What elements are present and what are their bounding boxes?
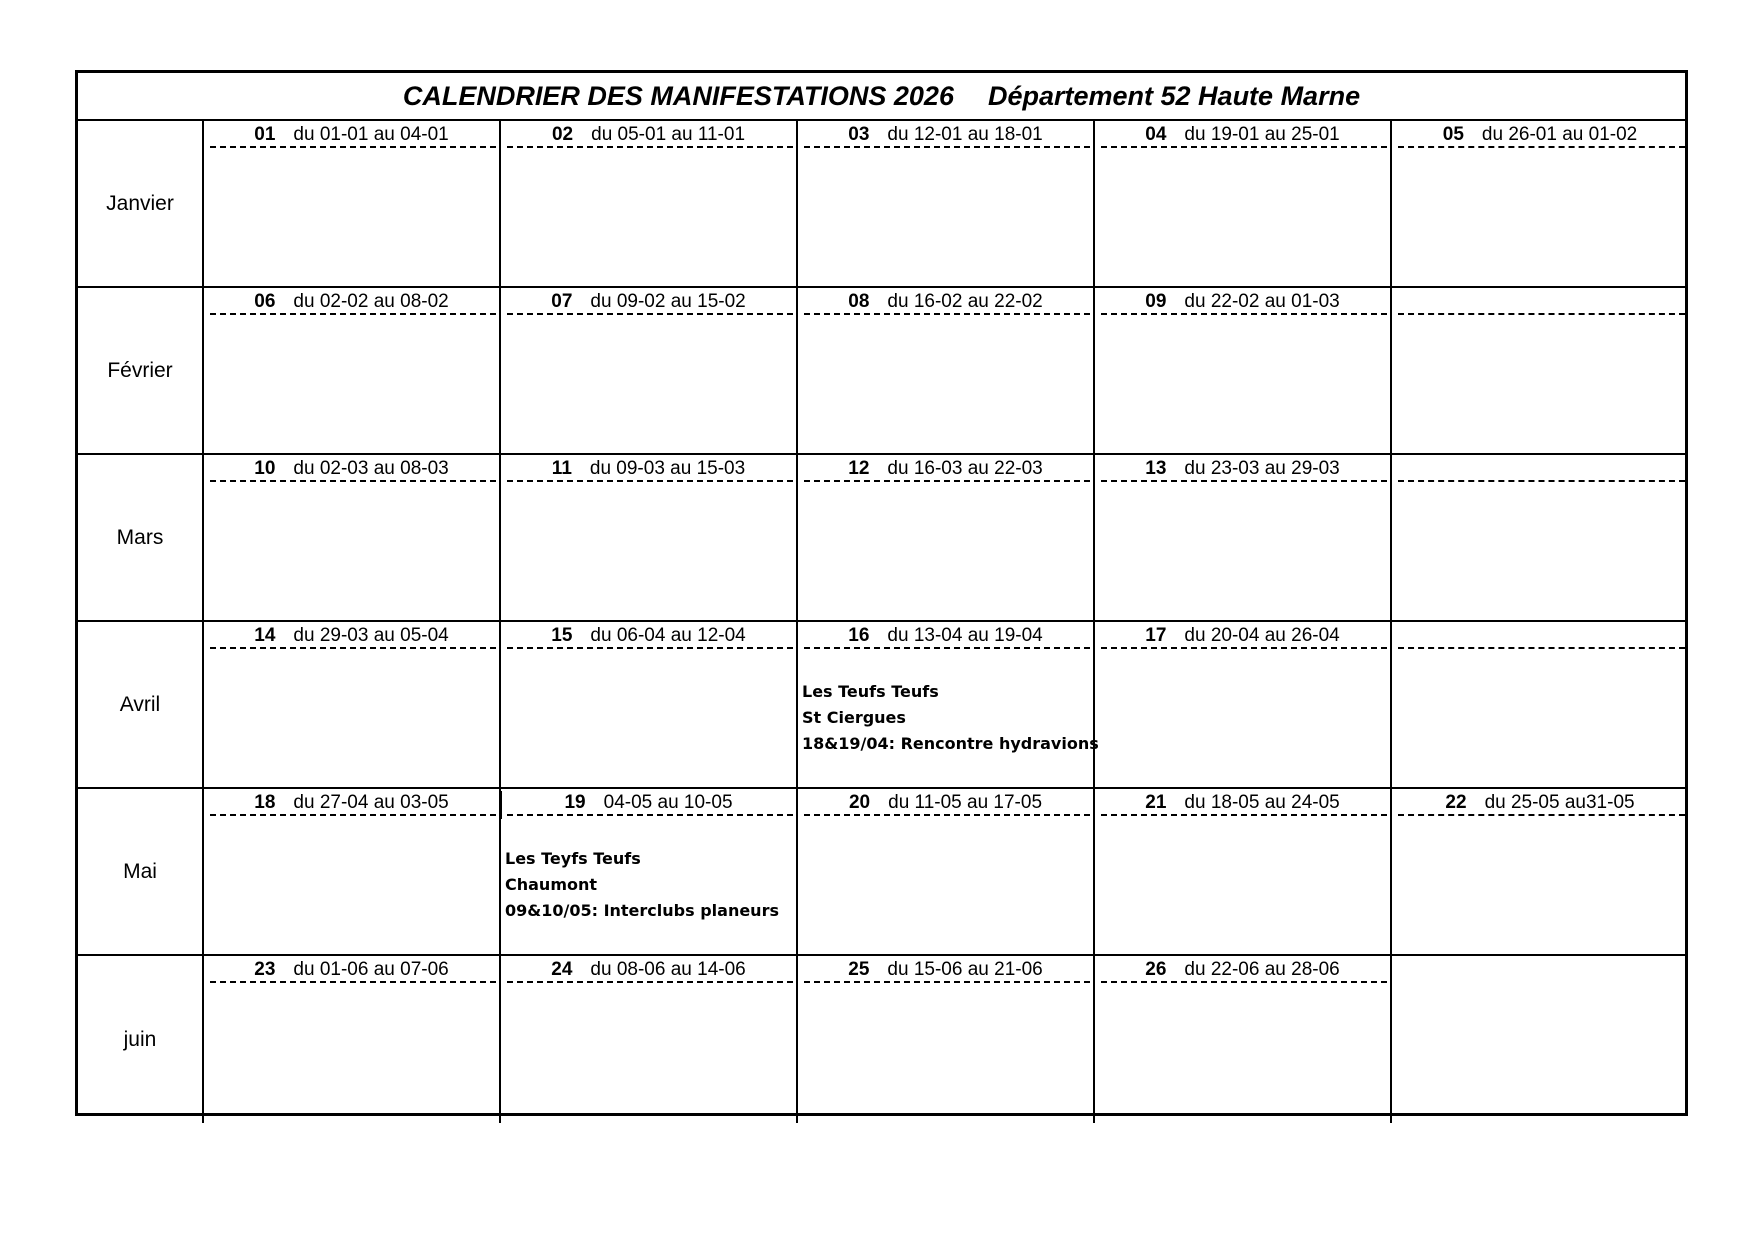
dashed-divider [1101, 647, 1387, 649]
dashed-divider [210, 814, 496, 816]
week-header [798, 959, 1093, 981]
month-row-avril [78, 622, 1685, 789]
week-range: du 02-03 au 08-03 [293, 458, 449, 479]
week-range: du 16-03 au 22-03 [887, 458, 1043, 479]
week-number: 06 [254, 291, 276, 312]
week-range: du 09-03 au 15-03 [589, 458, 746, 479]
week-header [1095, 792, 1390, 814]
month-row-fevrier [78, 288, 1685, 455]
title-department: Département 52 Haute Marne [987, 81, 1361, 111]
dashed-divider [804, 313, 1090, 315]
week-header [1095, 625, 1390, 647]
event-description: 09&10/05: Interclubs planeurs [505, 901, 779, 920]
month-row-mai [78, 789, 1685, 956]
week-cell [798, 288, 1095, 453]
dashed-divider [1398, 647, 1685, 649]
week-header [204, 959, 499, 981]
week-cell [1095, 622, 1392, 787]
dashed-divider [804, 814, 1090, 816]
week-range: du 20-04 au 26-04 [1184, 625, 1340, 646]
week-cell [204, 789, 501, 954]
week-cell [1095, 288, 1392, 453]
week-range: du 06-04 au 12-04 [590, 625, 746, 646]
week-cell [501, 622, 798, 787]
week-number: 01 [254, 124, 276, 145]
dashed-divider [507, 146, 793, 148]
week-number: 13 [1145, 458, 1167, 479]
event-club: Les Teufs Teufs [802, 682, 939, 701]
week-number: 03 [848, 124, 870, 145]
week-header [798, 625, 1093, 647]
week-number: 05 [1442, 124, 1464, 145]
week-range: du 22-06 au 28-06 [1184, 959, 1340, 980]
week-number: 26 [1145, 959, 1167, 980]
week-number: 16 [848, 625, 870, 646]
week-header [204, 458, 499, 480]
month-label: Janvier [78, 121, 204, 286]
week-number: 23 [254, 959, 276, 980]
page-title [78, 73, 1685, 121]
week-cell [1095, 956, 1392, 1123]
week-number: 09 [1145, 291, 1167, 312]
week-header [501, 458, 796, 480]
week-cell [204, 622, 501, 787]
week-range: du 13-04 au 19-04 [887, 625, 1043, 646]
week-header [1392, 792, 1688, 814]
dashed-divider [1101, 814, 1387, 816]
dashed-divider [507, 313, 793, 315]
week-header [798, 124, 1093, 146]
week-range: 04-05 au 10-05 [603, 792, 733, 813]
week-number: 19 [564, 792, 586, 813]
week-number: 24 [551, 959, 573, 980]
dashed-divider [507, 480, 793, 482]
event-location: Chaumont [505, 875, 598, 894]
week-header [501, 959, 796, 981]
week-header [1095, 458, 1390, 480]
week-number: 02 [551, 124, 574, 145]
week-range: du 23-03 au 29-03 [1184, 458, 1340, 479]
dashed-divider [210, 313, 496, 315]
week-cell [204, 956, 501, 1123]
week-header [798, 792, 1093, 814]
dashed-divider [1101, 313, 1387, 315]
dashed-divider [507, 647, 793, 649]
week-header [501, 291, 796, 313]
dashed-divider [210, 146, 496, 148]
event-entry [802, 679, 1099, 757]
month-label: Mai [78, 789, 204, 954]
week-number: 08 [848, 291, 870, 312]
week-header [204, 291, 499, 313]
week-cell [1095, 121, 1392, 286]
week-header [204, 792, 499, 814]
week-cell [204, 288, 501, 453]
month-row-janvier [78, 121, 1685, 288]
week-header [501, 124, 796, 146]
week-cell [1095, 789, 1392, 954]
week-range: du 22-02 au 01-03 [1184, 291, 1340, 312]
week-number: 14 [254, 625, 276, 646]
week-header [1095, 124, 1390, 146]
week-cell [204, 121, 501, 286]
week-range: du 15-06 au 21-06 [887, 959, 1043, 980]
week-number: 25 [848, 959, 870, 980]
dashed-divider [804, 647, 1090, 649]
week-number: 20 [848, 792, 871, 813]
week-range: du 11-05 au 17-05 [888, 792, 1043, 813]
week-cell [798, 956, 1095, 1123]
week-number: 12 [848, 458, 870, 479]
week-range: du 27-04 au 03-05 [293, 792, 449, 813]
week-cell [798, 622, 1099, 787]
week-number: 22 [1445, 792, 1467, 813]
calendar-table [75, 70, 1688, 1116]
week-range: du 09-02 au 15-02 [590, 291, 746, 312]
week-number: 18 [254, 792, 276, 813]
week-range: du 05-01 au 11-01 [591, 124, 746, 145]
week-number: 21 [1145, 792, 1167, 813]
dashed-divider [507, 981, 793, 983]
dashed-divider [507, 814, 793, 816]
dashed-divider [210, 647, 496, 649]
week-cell [501, 455, 798, 620]
week-range: du 29-03 au 05-04 [293, 625, 449, 646]
week-number: 04 [1145, 124, 1167, 145]
week-cell [1392, 121, 1688, 286]
title-main: CALENDRIER DES MANIFESTATIONS 2026 [402, 81, 954, 111]
dashed-divider [1398, 480, 1685, 482]
week-cell [1095, 455, 1392, 620]
dashed-divider [210, 981, 496, 983]
week-cell [798, 789, 1095, 954]
dashed-divider [1101, 480, 1387, 482]
week-range: du 25-05 au31-05 [1484, 792, 1635, 813]
week-range: du 01-06 au 07-06 [293, 959, 449, 980]
week-number: 11 [551, 458, 572, 479]
event-location: St Ciergues [802, 708, 906, 727]
week-range: du 01-01 au 04-01 [293, 124, 449, 145]
week-header [798, 291, 1093, 313]
event-entry [505, 846, 779, 924]
week-header [1095, 291, 1390, 313]
week-header [501, 792, 796, 814]
month-label: Mars [78, 455, 204, 620]
week-cell [501, 789, 798, 954]
week-number: 15 [551, 625, 573, 646]
week-number: 17 [1145, 625, 1167, 646]
week-cell [204, 455, 501, 620]
week-cell-empty [1392, 455, 1688, 620]
week-cell [1392, 789, 1688, 954]
week-cell-empty [1392, 622, 1688, 787]
dashed-divider [210, 480, 496, 482]
month-row-mars [78, 455, 1685, 622]
week-cell [501, 121, 798, 286]
week-number: 07 [551, 291, 573, 312]
dashed-divider [1398, 814, 1685, 816]
week-range: du 16-02 au 22-02 [887, 291, 1043, 312]
week-header [204, 625, 499, 647]
event-description: 18&19/04: Rencontre hydravions [802, 734, 1099, 753]
dashed-divider [1101, 981, 1387, 983]
dashed-divider [1398, 313, 1685, 315]
dashed-divider [1101, 146, 1387, 148]
dashed-divider [1398, 146, 1685, 148]
week-range: du 19-01 au 25-01 [1184, 124, 1340, 145]
week-range: du 26-01 au 01-02 [1481, 124, 1638, 145]
week-range: du 08-06 au 14-06 [590, 959, 746, 980]
week-cell [798, 455, 1095, 620]
dashed-divider [804, 480, 1090, 482]
week-cell-empty [1392, 288, 1688, 453]
week-cell [501, 956, 798, 1123]
dashed-divider [804, 981, 1090, 983]
dashed-divider [804, 146, 1090, 148]
week-header [1095, 959, 1390, 981]
week-range: du 12-01 au 18-01 [887, 124, 1043, 145]
month-label: juin [78, 956, 204, 1123]
week-header [501, 625, 796, 647]
month-label: Février [78, 288, 204, 453]
week-cell-empty [1392, 956, 1688, 1123]
week-cell [798, 121, 1095, 286]
event-club: Les Teyfs Teufs [505, 849, 641, 868]
week-number: 10 [254, 458, 276, 479]
week-header [204, 124, 499, 146]
week-header [798, 458, 1093, 480]
month-label: Avril [78, 622, 204, 787]
week-range: du 18-05 au 24-05 [1184, 792, 1340, 813]
week-header [1392, 124, 1688, 146]
week-cell [501, 288, 798, 453]
month-row-juin [78, 956, 1685, 1123]
week-range: du 02-02 au 08-02 [293, 291, 449, 312]
